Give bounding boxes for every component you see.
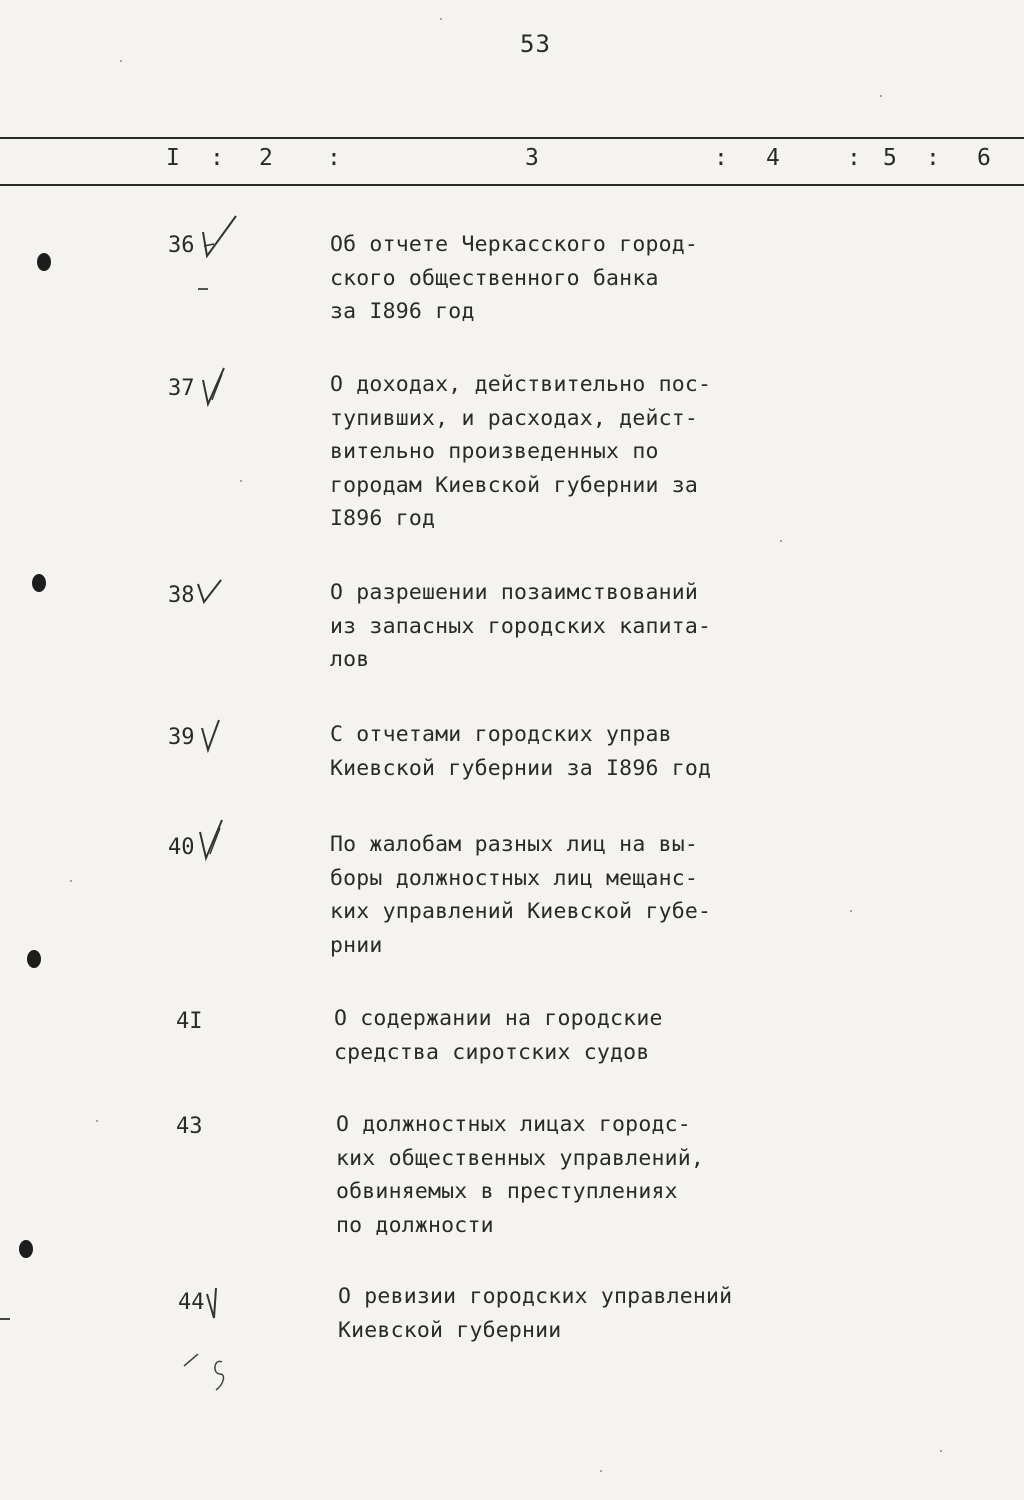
- speck: [780, 540, 782, 542]
- entry-text-line: по должности: [336, 1212, 494, 1238]
- entry-text: [330, 828, 770, 962]
- punch-hole: [37, 253, 51, 271]
- entry-text-line: вительно произведенных по: [330, 439, 659, 464]
- checkmark-icon: [202, 1284, 242, 1330]
- entry-text-line: за I896 год: [330, 299, 475, 324]
- entry-number: 43: [176, 1114, 203, 1139]
- entry-number: 44: [178, 1290, 205, 1315]
- speck: [850, 910, 852, 912]
- table-header-bottom-rule: [0, 184, 1024, 186]
- speck: [440, 18, 442, 20]
- entry-text-line: ких общественных управлений,: [336, 1145, 705, 1171]
- entry-text: [338, 1280, 778, 1347]
- entry-text-line: боры должностных лиц мещанс-: [330, 865, 699, 891]
- column-separator: :: [926, 145, 940, 171]
- column-header-2: 2: [259, 145, 273, 171]
- entry-text-line: обвиняемых в преступлениях: [336, 1179, 678, 1204]
- stray-mark: [0, 1318, 10, 1320]
- checkmark-icon: [198, 212, 238, 258]
- punch-hole: [27, 950, 41, 968]
- entry-number: 38: [168, 583, 195, 608]
- entry-text: [330, 718, 770, 785]
- table-header-top-rule: [0, 137, 1024, 139]
- column-header-4: 4: [766, 145, 780, 171]
- column-header-3: 3: [525, 145, 539, 171]
- column-separator: :: [327, 145, 341, 171]
- entry-text-line: городам Киевской губернии за: [330, 472, 699, 498]
- page-number: 53: [520, 30, 551, 58]
- entry-number: 40: [168, 835, 195, 860]
- entry-text-line: I896 год: [330, 506, 436, 531]
- entry-text-line: О ревизии городских управлений: [338, 1284, 733, 1309]
- entry-text-line: С отчетами городских управ: [330, 722, 672, 747]
- checkmark-icon: [198, 818, 238, 864]
- column-separator: :: [714, 145, 728, 171]
- checkmark-icon: [199, 716, 239, 762]
- speck: [940, 1450, 942, 1452]
- entry-text: [336, 1108, 776, 1242]
- punch-hole: [19, 1240, 33, 1258]
- speck: [70, 880, 72, 882]
- speck: [880, 95, 882, 97]
- entry-number: 37: [168, 376, 195, 401]
- speck: [240, 480, 242, 482]
- entry-text-line: ского общественного банка: [330, 265, 659, 291]
- speck: [120, 60, 122, 62]
- entry-text-line: По жалобам разных лиц на вы-: [330, 832, 699, 857]
- column-header-5: 5: [883, 145, 897, 171]
- speck: [96, 1120, 98, 1122]
- entry-text-line: рнии: [330, 932, 383, 958]
- entry-text-line: средства сиротских судов: [334, 1039, 650, 1065]
- entry-number: 39: [168, 725, 195, 750]
- entry-number: 4I: [176, 1009, 203, 1034]
- entry-text-line: О содержании на городские: [334, 1006, 663, 1031]
- speck: [600, 1470, 602, 1472]
- entry-text-line: Об отчете Черкасского город-: [330, 232, 699, 257]
- entry-text-line: О доходах, действительно пос-: [330, 372, 712, 397]
- column-separator: :: [210, 145, 224, 171]
- checkmark-icon: [195, 574, 235, 620]
- column-separator: :: [847, 145, 861, 171]
- entry-text-line: О разрешении позаимствований: [330, 580, 699, 605]
- entry-text: [330, 576, 770, 677]
- entry-text-line: Киевской губернии за I896 год: [330, 755, 712, 781]
- punch-hole: [32, 574, 46, 592]
- entry-number: 36: [168, 233, 195, 258]
- entry-text-line: Киевской губернии: [338, 1317, 562, 1343]
- entry-text-line: из запасных городских капита-: [330, 613, 712, 639]
- handwritten-mark-icon: [180, 1346, 240, 1402]
- entry-text: [330, 368, 770, 536]
- entry-text-line: О должностных лицах городс-: [336, 1112, 691, 1137]
- column-header-1: I: [166, 145, 180, 171]
- entry-text-line: тупивших, и расходах, дейст-: [330, 405, 699, 431]
- stray-mark: [198, 288, 208, 290]
- entry-text: [334, 1002, 774, 1069]
- checkmark-icon: [198, 366, 238, 412]
- entry-text-line: лов: [330, 647, 370, 672]
- entry-text-line: ких управлений Киевской губе-: [330, 899, 712, 924]
- column-header-6: 6: [977, 145, 991, 171]
- entry-text: [330, 228, 770, 329]
